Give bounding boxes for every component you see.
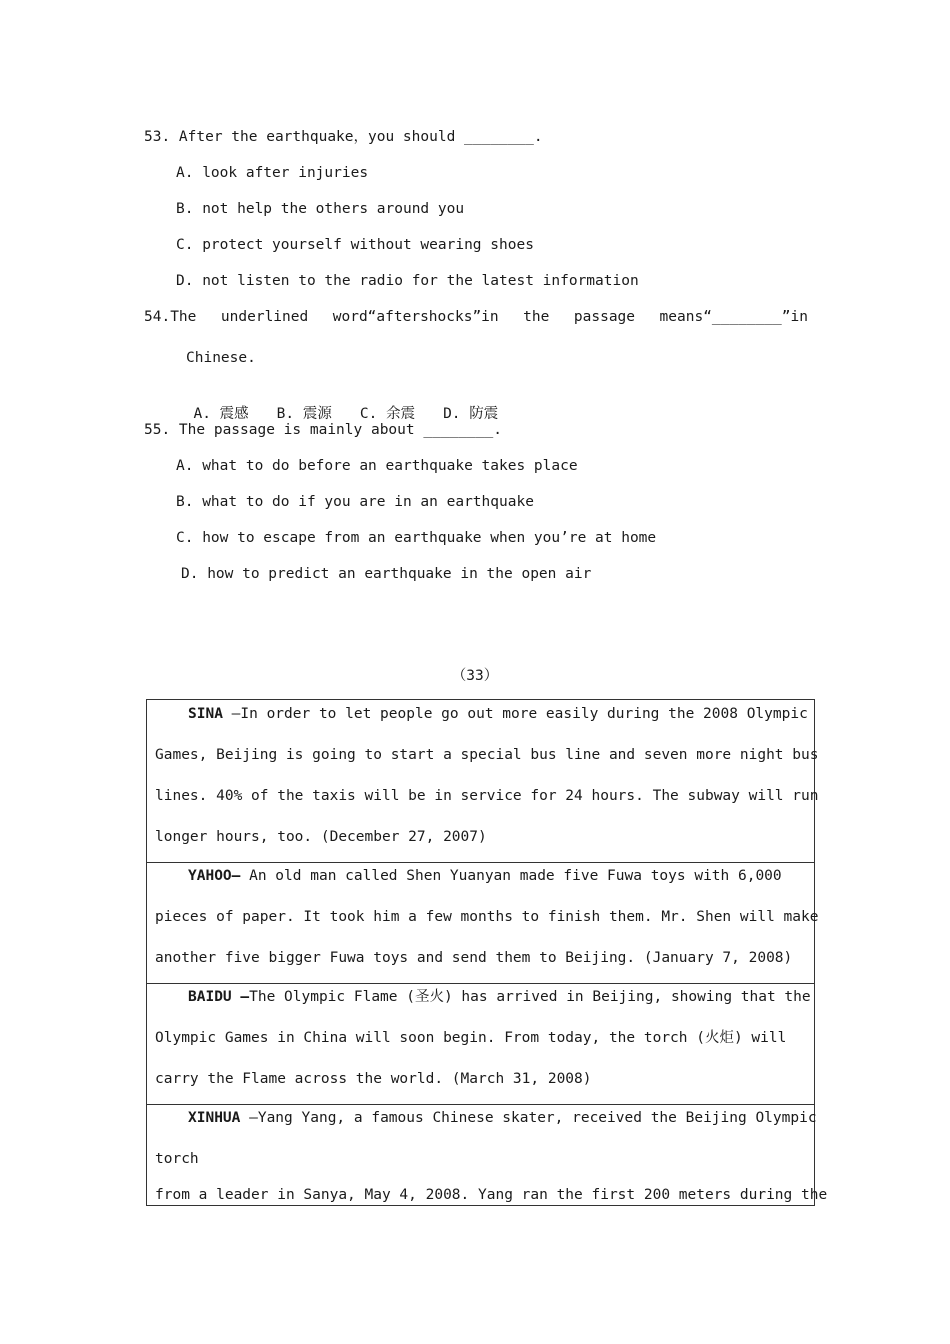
news-source-sina: SINA xyxy=(188,706,223,722)
news-line xyxy=(155,745,819,765)
news-line xyxy=(188,987,811,1007)
news-line: from a leader in Sanya, May 4, 2008. Yang ran the first 200 meters during the xyxy=(155,1187,828,1203)
news-item-xinhua xyxy=(147,1104,828,1207)
news-text: —In order to let people go out more easily during the 2008 Olympic xyxy=(222,706,808,722)
news-source-baidu: BAIDU — xyxy=(188,989,250,1005)
question-54-stem-part: 54.The xyxy=(144,309,197,325)
question-54-stem-part: word“aftershocks”in xyxy=(332,309,499,325)
question-53-option-a: A. look after injuries xyxy=(176,165,369,181)
news-line: longer hours, too. (December 27, 2007) xyxy=(155,829,487,845)
question-53-option-b: B. not help the others around you xyxy=(176,201,465,217)
question-54-option-d: D. 防震 xyxy=(443,406,499,422)
news-text: —Yang Yang, a famous Chinese skater, received the Beijing Olympic xyxy=(240,1110,817,1126)
question-54-stem-part: the xyxy=(523,309,550,325)
question-55-option-d: D. how to predict an earthquake in the open air xyxy=(181,566,592,582)
news-source-yahoo: YAHOO— xyxy=(188,868,241,884)
question-54-option-b: B. 震源 xyxy=(276,406,332,422)
news-line: another five bigger Fuwa toys and send them to Beijing. (January 7, 2008) xyxy=(155,950,793,966)
question-54-option-a: A. 震感 xyxy=(193,406,249,422)
section-number: （33） xyxy=(451,668,499,684)
news-text: Games, Beijing is going to start a special bus line and seven more night bus xyxy=(155,747,819,763)
news-source-xinhua: XINHUA xyxy=(188,1110,241,1126)
news-line: lines. 40% of the taxis will be in service for 24 hours. The subway will run xyxy=(155,788,819,804)
question-53-option-c: C. protect yourself without wearing shoes xyxy=(176,237,534,253)
news-line: Olympic Games in China will soon begin. From today, the torch (火炬) will xyxy=(155,1030,787,1046)
news-line: torch xyxy=(155,1151,199,1167)
question-55-option-c: C. how to escape from an earthquake when you’re at home xyxy=(176,530,657,546)
news-line xyxy=(188,704,808,724)
news-text: The Olympic Flame (圣火) has arrived in Beijing, showing that the xyxy=(249,989,811,1005)
question-54-stem-part: underlined xyxy=(220,309,309,325)
news-item-sina xyxy=(147,700,819,862)
news-item-baidu xyxy=(147,983,814,1104)
news-line: pieces of paper. It took him a few months to finish them. Mr. Shen will make xyxy=(155,909,819,925)
question-54-options xyxy=(176,384,526,424)
question-55-option-b: B. what to do if you are in an earthquake xyxy=(176,494,534,510)
news-item-yahoo xyxy=(147,862,819,983)
news-text: An old man called Shen Yuanyan made five Fuwa toys with 6,000 xyxy=(240,868,782,884)
question-55-option-a: A. what to do before an earthquake takes place xyxy=(176,458,578,474)
question-54-stem-part: passage xyxy=(573,309,636,325)
question-53-stem: 53. After the earthquake，you should ________. xyxy=(144,129,543,145)
question-55-stem: 55. The passage is mainly about ________. xyxy=(144,422,502,438)
news-line xyxy=(188,866,800,886)
question-54-stem xyxy=(144,307,808,327)
news-line: carry the Flame across the world. (March 31, 2008) xyxy=(155,1071,592,1087)
question-54-stem-continued: Chinese. xyxy=(186,350,256,366)
question-54-stem-part: means“________”in xyxy=(659,309,808,325)
news-line xyxy=(188,1108,817,1128)
news-table xyxy=(146,699,828,1206)
question-53-option-d: D. not listen to the radio for the latest information xyxy=(176,273,639,289)
question-54-option-c: C. 余震 xyxy=(359,406,416,422)
